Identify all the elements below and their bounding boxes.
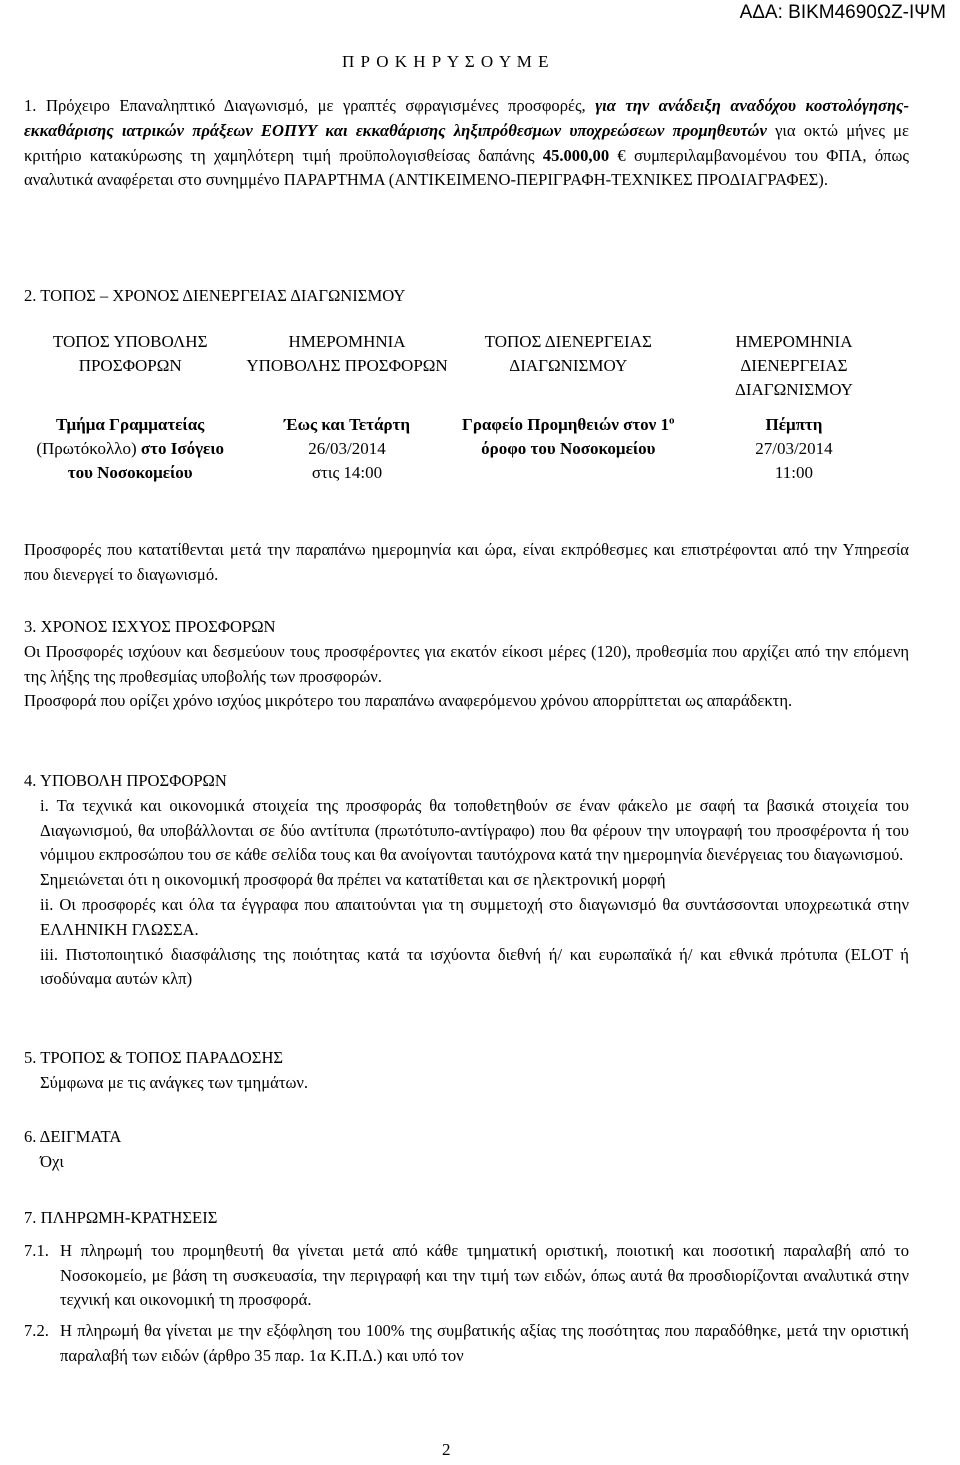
section-7-2-number: 7.2. xyxy=(24,1321,49,1341)
section-6-title: 6. ΔΕΙΓΜΑΤΑ xyxy=(24,1127,122,1146)
table-cell-tender-date xyxy=(679,408,909,485)
section-3 xyxy=(24,615,909,714)
section-1-text-c: για οκτώ μήνες με κριτήριο κατακύρωσης τη χαμηλότερη τιμή προϋπολογισθείσας δαπάνης xyxy=(24,120,909,165)
section-4-item-ii: ii. Οι προσφορές και όλα τα έγγραφα που απαιτούνται για τη συμμετοχή στο διαγωνισμό θα συντάσσονται υποχρεωτικά στην ΕΛΛΗΝΙΚΗ ΓΛΩΣΣΑ. xyxy=(40,894,909,939)
section-5-text: Σύμφωνα με τις ανάγκες των τμημάτων. xyxy=(40,1072,309,1092)
table-header-cell: ΗΜΕΡΟΜΗΝΙΑ ΔΙΕΝΕΡΓΕΙΑΣ ΔΙΑΓΩΝΙΣΜΟΥ xyxy=(734,332,853,399)
section-1-amount: 45.000,00 xyxy=(542,145,610,165)
section-4-note: Σημειώνεται ότι η οικονομική προσφορά θα πρέπει να κατατίθεται και σε ηλεκτρονική μορφή xyxy=(40,870,666,890)
section-1-text-a: Πρόχειρο Επαναληπτικό Διαγωνισμό, με γραπτές σφραγισμένες προσφορές, xyxy=(46,96,596,115)
section-3-paragraph: Προσφορά που ορίζει χρόνο ισχύος μικρότερο του παραπάνω αναφερόμενου χρόνου απορρίπτεται ως απαράδεκτη. xyxy=(24,691,793,711)
table-cell-submission-date xyxy=(236,408,457,485)
cell-text: Τμήμα Γραμματείας xyxy=(56,415,205,434)
cell-text: (Πρωτόκολλο) xyxy=(36,439,137,458)
section-7-2-text: Η πληρωμή θα γίνεται με την εξόφληση του 100% της συμβατικής αξίας της ποσότητας που παραδόθηκε, μετά την οριστική παραλαβή των ειδών (άρθρο 35 παρ. 1α Κ.Π.Δ.) και υπό τον xyxy=(60,1321,909,1365)
section-1-text-e: € συμπεριλαμβανομένου του ΦΠΑ, όπως αναλυτικά αναφέρεται στο συνημμένο ΠΑΡΑΡΤΗΜΑ (ΑΝΤΙΚΕΙΜΕΝΟ-ΠΕΡΙΓΡΑΦΗ-ΤΕΧΝΙΚΕΣ ΠΡΟΔΙΑΓΡΑΦΕΣ). xyxy=(24,145,909,190)
section-1-number: 1. xyxy=(24,96,37,115)
section-6-text: Όχι xyxy=(40,1151,64,1171)
section-1 xyxy=(24,94,909,193)
table-header-row xyxy=(24,325,909,408)
cell-text: 26/03/2014 xyxy=(308,439,386,458)
section-2-title: 2. ΤΟΠΟΣ – ΧΡΟΝΟΣ ΔΙΕΝΕΡΓΕΙΑΣ ΔΙΑΓΩΝΙΣΜΟΥ xyxy=(24,286,406,305)
schedule-table xyxy=(24,325,909,485)
table-header-cell: ΗΜΕΡΟΜΗΝΙΑ ΥΠΟΒΟΛΗΣ ΠΡΟΣΦΟΡΩΝ xyxy=(246,332,448,375)
table-cell-submission-place xyxy=(24,408,236,485)
section-7-1-text: Η πληρωμή του προμηθευτή θα γίνεται μετά από κάθε τμηματική οριστική, ποιοτική και ποσοτική παραλαβή από το Νοσοκομείο, με βάση τη συσκευασία, την περιγραφή και την τιμή των ειδών, όπως αυτά θα προσδιορίζονται αναλυτικά στην τεχνική και οικονομική τη προσφορά. xyxy=(60,1240,909,1310)
cell-text: όροφο του Νοσοκομείου xyxy=(481,439,656,458)
section-4 xyxy=(24,769,909,992)
section-6 xyxy=(24,1125,909,1175)
cell-text: 11:00 xyxy=(774,463,813,482)
section-1-subject: για την ανάδειξη αναδόχου κοστολόγησης-εκκαθάρισης ιατρικών πράξεων ΕΟΠΥΥ και εκκαθάρισης ληξιπρόθεσμων υποχρεώσεων προμηθευτών xyxy=(24,96,909,140)
cell-text: Πέμπτη xyxy=(765,415,823,434)
cell-text: Έως και Τετάρτη xyxy=(283,415,411,434)
section-4-item-iii: iii. Πιστοποιητικό διασφάλισης της ποιότητας κατά τα ισχύοντα διεθνή ή/ και ευρωπαϊκά ή/ και εθνικά πρότυπα (ELOT ή ισοδύναμα αυτών κλπ) xyxy=(40,944,909,989)
announcement-title: Π Ρ Ο Κ Η Ρ Υ Σ Ο Υ Μ Ε xyxy=(342,52,550,71)
cell-text: στις 14:00 xyxy=(311,463,383,482)
table-cell-tender-place xyxy=(458,408,679,485)
cell-text: Γραφείο Προμηθειών στον 1 xyxy=(462,415,670,434)
section-5-title: 5. ΤΡΟΠΟΣ & ΤΟΠΟΣ ΠΑΡΑΔΟΣΗΣ xyxy=(24,1048,284,1067)
section-4-title: 4. ΥΠΟΒΟΛΗ ΠΡΟΣΦΟΡΩΝ xyxy=(24,771,227,790)
section-3-paragraph: Οι Προσφορές ισχύουν και δεσμεύουν τους προσφέροντες για εκατόν είκοσι μέρες (120), προθεσμία που αρχίζει από την επόμενη της λήξης της προθεσμίας υποβολής των προσφορών. xyxy=(24,641,909,686)
cell-sup: ο xyxy=(669,414,675,427)
table-header-cell: ΤΟΠΟΣ ΔΙΕΝΕΡΓΕΙΑΣ ΔΙΑΓΩΝΙΣΜΟΥ xyxy=(484,332,652,375)
table-row xyxy=(24,408,909,485)
page-number: 2 xyxy=(442,1440,451,1459)
section-5 xyxy=(24,1046,909,1096)
section-4-item-i: i. Τα τεχνικά και οικονομικά στοιχεία της προσφοράς θα τοποθετηθούν σε έναν φάκελο με σαφή τα βασικά στοιχεία του Διαγωνισμού, θα υποβάλλονται σε δύο αντίτυπα (πρωτότυπο-αντίγραφο) που θα φέρουν την υπογραφή του προσφέροντα ή του νόμιμου εκπροσώπου του σε κάθε σελίδα τους και θα ανοίγονται ταυτόχρονα κατά την ημερομηνία διενέργειας του διαγωνισμού. xyxy=(40,795,909,865)
cell-text: στο Ισόγειο του Νοσοκομείου xyxy=(67,439,225,482)
cell-text: 27/03/2014 xyxy=(755,439,833,458)
table-header-cell: ΤΟΠΟΣ ΥΠΟΒΟΛΗΣ ΠΡΟΣΦΟΡΩΝ xyxy=(52,332,208,375)
section-7-1-number: 7.1. xyxy=(24,1240,49,1260)
section-7 xyxy=(24,1206,909,1369)
ada-code: ΑΔΑ: ΒΙΚΜ4690ΩΖ-ΙΨΜ xyxy=(739,2,946,23)
section-3-title: 3. ΧΡΟΝΟΣ ΙΣΧΥΟΣ ΠΡΟΣΦΟΡΩΝ xyxy=(24,617,276,636)
section-7-title: 7. ΠΛΗΡΩΜΗ-ΚΡΑΤΗΣΕΙΣ xyxy=(24,1208,218,1227)
section-2-note: Προσφορές που κατατίθενται μετά την παραπάνω ημερομηνία και ώρα, είναι εκπρόθεσμες και επιστρέφονται από την Υπηρεσία που διενεργεί το διαγωνισμό. xyxy=(24,540,909,584)
